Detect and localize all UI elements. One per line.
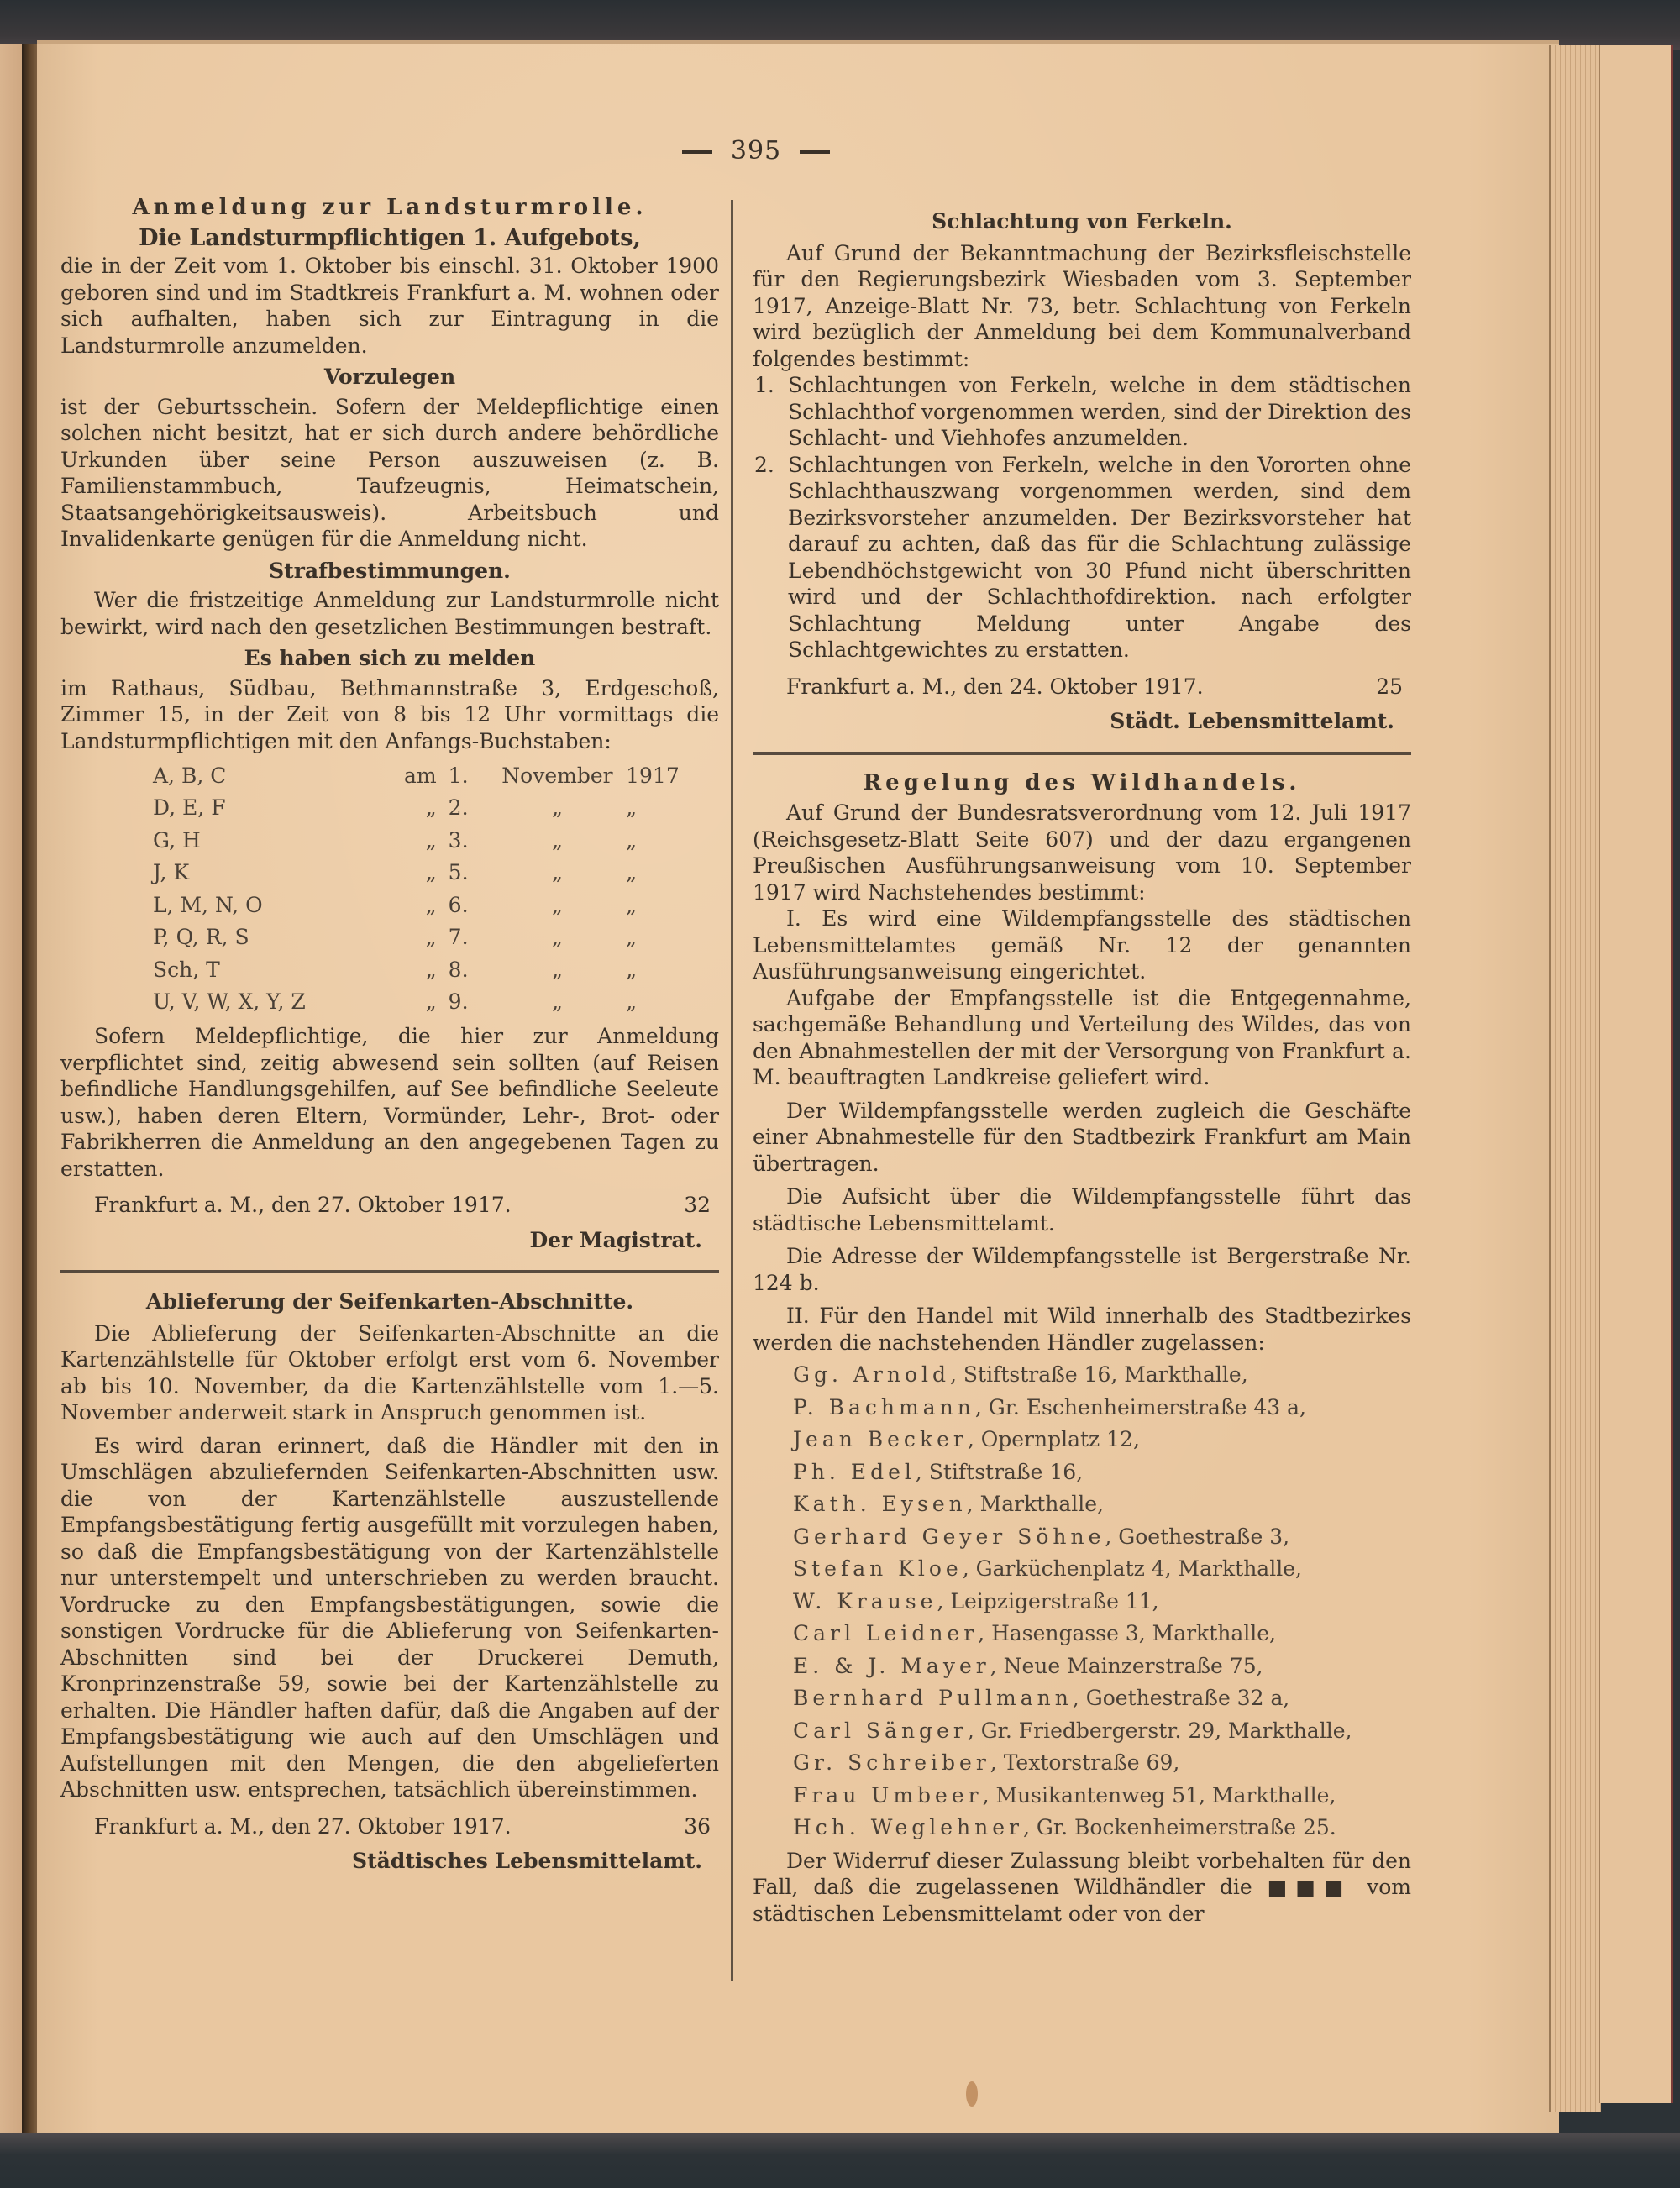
dealer-name: Gg. Arnold — [793, 1362, 951, 1387]
dealer-name: E. & J. Mayer — [793, 1653, 990, 1678]
schedule-prefix: am — [404, 763, 437, 788]
signature: Städtisches Lebensmittelamt. — [352, 1849, 702, 1873]
dealer-address: , Neue Mainzerstraße 75, — [990, 1653, 1263, 1678]
left-column — [60, 195, 719, 1875]
dealer-address: , Garküchenplatz 4, Markthalle, — [962, 1556, 1302, 1581]
dealer-entry — [793, 1359, 1411, 1392]
schedule-day: 3. — [448, 827, 469, 853]
schedule-row — [60, 953, 719, 986]
schedule-month: „ — [551, 827, 563, 853]
schedule-letters: G, H — [153, 827, 201, 853]
dealer-entry — [793, 1780, 1411, 1813]
notice-paragraph: Es wird daran erinnert, daß die Händler mit den in Umschlägen abzuliefernden Seifenkarten-Abschnitten usw. die von der Kartenzählstelle auszustellende Empfangsbestätigung fertig ausgefüllt mit vorzulegen haben, so daß die Empfangsbestätigung von der Kartenzählstelle nur unterstempelt und unterschrieben zu werden braucht. Vordrucke zu den Empfangsbestätigungen, sowie die sonstigen Vordrucke für die Ablieferung von Seifenkarten-Abschnitten sind bei der Druckerei Demuth, Kronprinzenstraße 59, sowie bei der Kartenzählstelle zu erhalten. Die Händler haften dafür, daß die Angaben auf der Empfangsbestätigung wie auch auf den Umschlägen und Aufstellungen mit den Mengen, die den abgelieferten Abschnitten usw. entsprechen, tatsächlich übereinstimmen. — [60, 1433, 719, 1802]
dealer-entry — [793, 1424, 1411, 1456]
dealer-address: , Musikantenweg 51, Markthalle, — [982, 1782, 1336, 1808]
page-number-text: 395 — [730, 136, 782, 165]
dealer-entry — [793, 1715, 1411, 1748]
straf-text: Wer die fristzeitige Anmeldung zur Landsturmrolle nicht bewirkt, wird nach den gesetzlichen Bestimmungen bestraft. — [60, 588, 719, 639]
dealer-entry — [793, 1618, 1411, 1650]
dash-right — [800, 150, 830, 154]
dealer-entry — [793, 1747, 1411, 1780]
list-number: 2. — [754, 452, 774, 477]
dealer-entry — [793, 1812, 1411, 1844]
column-divider — [731, 200, 733, 1981]
dateline — [60, 1192, 719, 1219]
reference-number: 32 — [684, 1193, 711, 1217]
heading-strafbestimmungen: Strafbestimmungen. — [269, 558, 511, 583]
list-text: Schlachtungen von Ferkeln, welche in den Vororten ohne Schlachthauszwang vorgenommen werden, sind dem Bezirksvorsteher anzumelden. Der Bezirksvorsteher hat darauf zu achten, daß das für die Schlachtung zulässige Lebendhöchstgewicht von 30 Pfund nicht überschritten wird und der Schlachthofdirektion. nach erfolgter Schlachtung Meldung unter Angabe des Schlachtgewichtes zu erstatten. — [788, 452, 1411, 662]
dealer-entry — [793, 1553, 1411, 1586]
notice-intro: Auf Grund der Bundesratsverordnung vom 12. Juli 1917 (Reichsgesetz-Blatt Seite 607) und der dazu ergangenen Preußischen Ausführungsanweisung vom 10. September 1917 wird Nachstehendes bestimmt: — [753, 800, 1411, 905]
notice-wildhandel — [753, 770, 1411, 1928]
dealer-entry — [793, 1456, 1411, 1489]
list-item — [753, 452, 1411, 664]
schedule-year: „ — [626, 860, 638, 884]
list-item — [753, 372, 1411, 452]
page-number — [655, 136, 857, 165]
dealer-address: , Gr. Bockenheimerstraße 25. — [1023, 1815, 1336, 1839]
notice-title: Anmeldung zur Landsturmrolle. — [132, 195, 648, 220]
notice-seifenkarten — [60, 1288, 719, 1875]
absent-text: Sofern Meldepflichtige, die hier zur Anmeldung verpflichtet sind, zeitig abwesend sein sollten (auf Reisen befindliche Handlungsgehilfen, auf See befindliche Seeleute usw.), haben deren Eltern, Vormünder, Lehr-, Brot- oder Fabrikherren die Anmeldung an den angegebenen Tagen zu erstatten. — [60, 1024, 719, 1181]
paragraph-widerruf: Der Widerruf dieser Zulassung bleibt vorbehalten für den Fall, daß die zugelassenen Wildhändler die ■■■ vom städtischen Lebensmittelamt oder von der — [753, 1848, 1411, 1926]
vorzulegen-text: ist der Geburtsschein. Sofern der Meldepflichtige einen solchen nicht besitzt, hat er sich durch andere behördliche Urkunden über seine Person auszuweisen (z. B. Familienstammbuch, Taufzeugnis, Heimatschein, Staatsangehörigkeitsausweis). Arbeitsbuch und Invalidenkarte genügen für die Anmeldung nicht. — [60, 394, 719, 551]
schedule-day: 9. — [448, 989, 469, 1014]
dealer-address: , Stiftstraße 16, Markthalle, — [950, 1362, 1248, 1387]
schedule-day: 7. — [448, 925, 469, 949]
dealer-name: Ph. Edel — [793, 1459, 916, 1484]
schedule-row — [60, 889, 719, 921]
schedule-day: 8. — [448, 957, 469, 982]
notice-subtitle: Die Landsturmpflichtigen 1. Aufgebots, — [139, 224, 641, 251]
dealer-entry — [793, 1392, 1411, 1425]
schedule-row — [60, 792, 719, 825]
dealer-name: Frau Umbeer — [793, 1782, 983, 1808]
dealer-address: , Leipzigerstraße 11, — [937, 1588, 1159, 1613]
schedule-month: „ — [551, 989, 563, 1014]
heading-melden: Es haben sich zu melden — [244, 646, 536, 670]
schedule-day: 6. — [448, 892, 469, 917]
schedule-month: „ — [551, 795, 563, 820]
signature: Der Magistrat. — [529, 1227, 702, 1252]
schedule-year: „ — [626, 989, 638, 1014]
dealer-address: , Gr. Eschenheimerstraße 43 a, — [974, 1394, 1307, 1419]
dealer-name: Kath. Eysen — [793, 1492, 967, 1516]
signature: Städt. Lebensmittelamt. — [1110, 709, 1394, 733]
schedule-row — [60, 921, 719, 954]
schedule-prefix: „ — [425, 892, 437, 917]
paragraph-adresse: Die Adresse der Wildempfangsstelle ist Bergerstraße Nr. 124 b. — [753, 1244, 1411, 1295]
paragraph-geschaefte: Der Wildempfangsstelle werden zugleich die Geschäfte einer Abnahmestelle für den Stadtbezirk Frankfurt am Main übertragen. — [753, 1098, 1411, 1176]
paragraph-I: I. Es wird eine Wildempfangsstelle des städtischen Lebensmittelamtes gemäß Nr. 12 der genannten Ausführungsanweisung eingerichtet. — [753, 906, 1411, 984]
dealer-entry — [793, 1682, 1411, 1715]
dealer-entry — [793, 1650, 1411, 1683]
dealer-address: , Markthalle, — [966, 1492, 1105, 1516]
notice-title: Schlachtung von Ferkeln. — [932, 209, 1232, 233]
schedule-month: „ — [551, 860, 563, 884]
dealer-name: Gerhard Geyer Söhne — [793, 1524, 1105, 1549]
notice-intro: Auf Grund der Bekanntmachung der Bezirksfleischstelle für den Regierungsbezirk Wiesbaden vom 3. September 1917, Anzeige-Blatt Nr. 73, betr. Schlachtung von Ferkeln wird bezüglich der Anmeldung bei dem Kommunalverband folgendes bestimmt: — [753, 240, 1411, 371]
dealer-address: , Goethestraße 3, — [1105, 1524, 1290, 1549]
numbered-list — [753, 372, 1411, 664]
dateline — [753, 674, 1411, 700]
list-number: 1. — [754, 373, 774, 397]
schedule-month: „ — [551, 892, 563, 917]
registration-schedule — [60, 759, 719, 1018]
schedule-letters: A, B, C — [153, 763, 227, 788]
schedule-day: 1. — [448, 763, 469, 788]
schedule-prefix: „ — [425, 860, 437, 884]
schedule-row — [60, 759, 719, 792]
paper-stain — [966, 2081, 978, 2107]
dealer-name: Carl Leidner — [793, 1621, 979, 1645]
dealer-address: , Goethestraße 32 a, — [1072, 1686, 1290, 1710]
book-cover-bottom — [0, 2133, 1680, 2188]
schedule-month: „ — [551, 957, 563, 982]
section-divider — [60, 1270, 719, 1273]
heading-vorzulegen: Vorzulegen — [323, 365, 456, 389]
schedule-year: 1917 — [626, 763, 680, 788]
dealer-name: Gr. Schreiber — [793, 1750, 990, 1775]
schedule-month: „ — [551, 925, 563, 949]
section-divider — [753, 752, 1411, 755]
schedule-year: „ — [626, 795, 638, 820]
dealer-name: Carl Sänger — [793, 1718, 968, 1743]
notice-paragraph: Die Ablieferung der Seifenkarten-Abschnitte an die Kartenzählstelle für Oktober erfolgt erst vom 6. November ab bis 10. November, da die Kartenzählstelle vom 1.—5. November anderweit stark in Anspruch genommen ist. — [60, 1320, 719, 1425]
schedule-prefix: „ — [425, 795, 437, 820]
dealer-name: Stefan Kloe — [793, 1556, 963, 1581]
reference-number: 25 — [1376, 674, 1403, 699]
dealer-name: Jean Becker — [793, 1427, 968, 1451]
dateline-text: Frankfurt a. M., den 27. Oktober 1917. — [94, 1193, 512, 1217]
schedule-year: „ — [626, 892, 638, 917]
dealer-address: , Stiftstraße 16, — [915, 1459, 1084, 1484]
schedule-letters: J, K — [153, 860, 190, 884]
schedule-letters: U, V, W, X, Y, Z — [153, 989, 306, 1014]
schedule-year: „ — [626, 827, 638, 853]
dealer-name: Hch. Weglehner — [793, 1815, 1023, 1839]
dealer-name: W. Krause — [793, 1588, 937, 1613]
schedule-prefix: „ — [425, 827, 437, 853]
dealer-entry — [793, 1488, 1411, 1521]
schedule-row — [60, 986, 719, 1019]
schedule-month: November — [501, 763, 613, 788]
page-stack-edges — [1549, 45, 1601, 2112]
dealer-name: Bernhard Pullmann — [793, 1686, 1073, 1710]
schedule-prefix: „ — [425, 957, 437, 982]
notice-ferkeln — [753, 208, 1411, 735]
schedule-day: 5. — [448, 860, 469, 884]
notice-title: Ablieferung der Seifenkarten-Abschnitte. — [145, 1289, 634, 1314]
schedule-row — [60, 824, 719, 857]
paragraph-aufgabe: Aufgabe der Empfangsstelle ist die Entgegennahme, sachgemäße Behandlung und Verteilung des Wildes, das von den Abnahmestellen der mit der Versorgung von Frankfurt a. M. beauftragten Landkreise geliefert wird. — [753, 985, 1411, 1089]
dealer-address: , Hasengasse 3, Markthalle, — [978, 1621, 1276, 1645]
schedule-letters: D, E, F — [153, 795, 226, 820]
right-column — [753, 202, 1411, 1927]
book-back-pages — [1599, 45, 1673, 2103]
dealer-entry — [793, 1521, 1411, 1554]
schedule-row — [60, 857, 719, 889]
dealer-address: , Textorstraße 69, — [990, 1750, 1180, 1775]
dealer-list — [753, 1359, 1411, 1844]
paragraph-aufsicht: Die Aufsicht über die Wildempfangsstelle führt das städtische Lebensmittelamt. — [753, 1184, 1411, 1236]
dealer-name: P. Bachmann — [793, 1394, 975, 1419]
previous-page-edge — [0, 44, 22, 2143]
dateline-text: Frankfurt a. M., den 24. Oktober 1917. — [786, 674, 1204, 699]
schedule-day: 2. — [448, 795, 469, 820]
dateline-text: Frankfurt a. M., den 27. Oktober 1917. — [94, 1813, 512, 1839]
schedule-year: „ — [626, 957, 638, 982]
notice-title: Regelung des Wildhandels. — [863, 769, 1301, 795]
list-text: Schlachtungen von Ferkeln, welche in dem städtischen Schlachthof vorgenommen werden, sind der Direktion des Schlacht- und Viehhofes anzumelden. — [788, 373, 1411, 450]
schedule-year: „ — [626, 925, 638, 949]
melden-text: im Rathaus, Südbau, Bethmannstraße 3, Erdgeschoß, Zimmer 15, in der Zeit von 8 bis 12 Uhr vormittags die Landsturmpflichtigen mit den Anfangs-Buchstaben: — [60, 675, 719, 753]
reference-number: 36 — [684, 1813, 711, 1839]
dateline — [60, 1813, 719, 1840]
notice-intro: die in der Zeit vom 1. Oktober bis einschl. 31. Oktober 1900 geboren sind und im Stadtkreis Frankfurt a. M. wohnen oder sich aufhalten, haben sich zur Eintragung in die Landsturmrolle anzumelden. — [60, 254, 719, 358]
notice-landsturmrolle — [60, 195, 719, 1253]
paragraph-II: II. Für den Handel mit Wild innerhalb des Stadtbezirkes werden die nachstehenden Händler zugelassen: — [753, 1304, 1411, 1355]
schedule-letters: P, Q, R, S — [153, 925, 249, 949]
dealer-address: , Opernplatz 12, — [967, 1427, 1140, 1451]
dash-left — [682, 150, 712, 154]
schedule-letters: L, M, N, O — [153, 892, 263, 917]
dealer-entry — [793, 1586, 1411, 1619]
dealer-address: , Gr. Friedbergerstr. 29, Markthalle, — [967, 1718, 1352, 1743]
schedule-letters: Sch, T — [153, 957, 220, 982]
schedule-prefix: „ — [425, 989, 437, 1014]
schedule-prefix: „ — [425, 925, 437, 949]
